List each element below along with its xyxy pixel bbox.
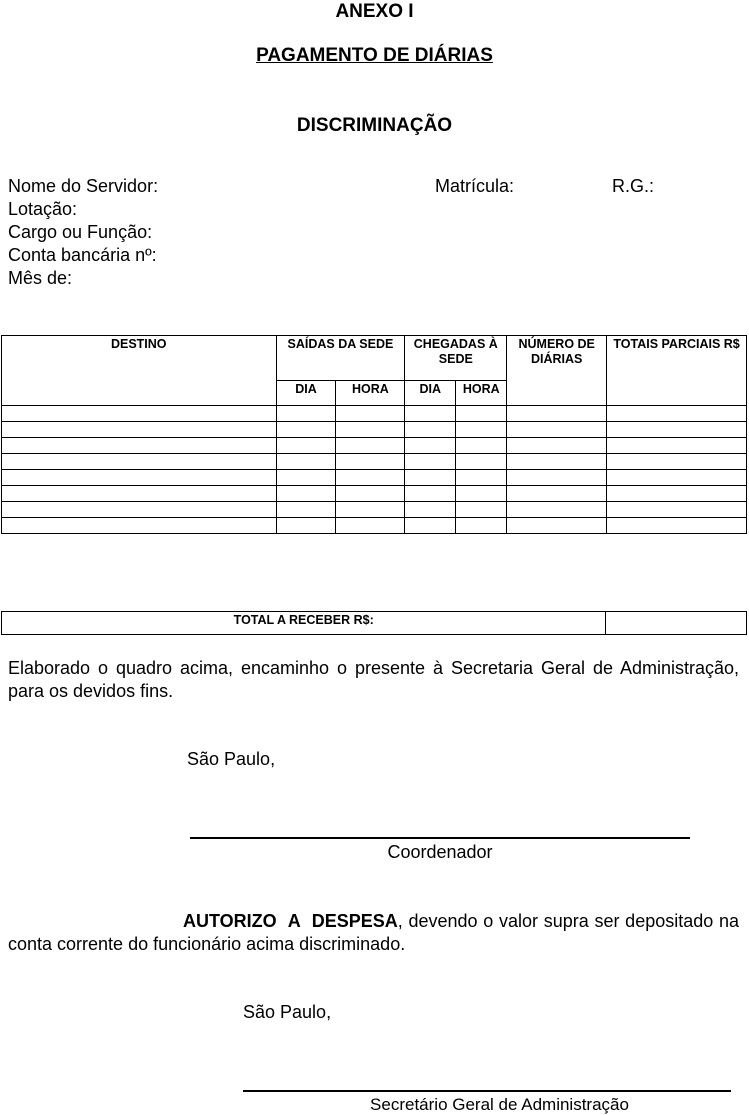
table-cell [336,454,405,470]
servidor-label: Nome do Servidor: [8,176,159,196]
header-numero-diarias: NÚMERO DE DIÁRIAS [507,336,607,406]
table-cell [405,470,456,486]
annex-title: ANEXO I [335,1,414,22]
table-cell [2,470,277,486]
table-cell [507,438,607,454]
table-row [2,454,747,470]
header-saidas: SAÍDAS DA SEDE [276,336,405,381]
table-cell [405,454,456,470]
table-cell [276,406,336,422]
table-cell [456,406,507,422]
autorizo-rest: , devendo o valor supra ser depositado na conta corrente do funcionário acima discriminado. [8,911,739,954]
table-cell [456,454,507,470]
signature-line-1 [190,837,690,839]
table-cell [276,454,336,470]
table-cell [336,422,405,438]
table-cell [607,406,747,422]
table-cell [336,486,405,502]
table-cell [276,422,336,438]
table-cell [2,422,277,438]
table-row [2,502,747,518]
table-cell [336,470,405,486]
table-cell [405,406,456,422]
conta-label: Conta bancária nº: [8,245,157,265]
lotacao-label: Lotação: [8,199,78,219]
table-cell [607,518,747,534]
autorizo-bold: AUTORIZO A DESPESA [183,911,398,931]
table-cell [607,470,747,486]
table-cell [607,438,747,454]
table-cell [607,502,747,518]
table-row [2,470,747,486]
mes-label: Mês de: [8,268,73,288]
table-cell [456,502,507,518]
table-cell [607,486,747,502]
paragraph-elaborado [8,657,739,703]
table-cell [607,454,747,470]
table-cell [336,438,405,454]
table-cell [276,486,336,502]
table-cell [607,422,747,438]
table-row [2,518,747,534]
table-cell [507,486,607,502]
table-cell [405,518,456,534]
header-chegadas: CHEGADAS À SEDE [405,336,507,381]
table-row [2,422,747,438]
table-row [2,486,747,502]
table-row [2,406,747,422]
page-title: PAGAMENTO DE DIÁRIAS [256,45,493,66]
diarias-table [1,335,747,534]
table-cell [276,470,336,486]
table-cell [276,518,336,534]
table-cell [507,502,607,518]
header-saida-hora: HORA [336,381,405,406]
table-body [2,406,747,534]
table-cell [456,518,507,534]
table-cell [2,454,277,470]
matricula-label: Matrícula: [435,176,515,196]
table-cell [405,502,456,518]
table-cell [405,486,456,502]
table-cell [507,422,607,438]
signature-secretario: Secretário Geral de Administração [370,1095,629,1114]
header-chegada-hora: HORA [456,381,507,406]
table-cell [456,438,507,454]
table-cell [507,406,607,422]
table-cell [2,502,277,518]
signature-coordenador: Coordenador [387,842,493,862]
table-cell [405,422,456,438]
total-label: TOTAL A RECEBER R$: [2,612,606,635]
table-cell [507,518,607,534]
signature-line-2 [243,1090,731,1092]
header-saida-dia: DIA [276,381,336,406]
table-cell [336,518,405,534]
total-table [1,611,747,635]
table-row [2,438,747,454]
table-cell [276,438,336,454]
paragraph-autorizo [8,910,739,956]
table-cell [336,406,405,422]
table-cell [507,470,607,486]
table-cell [456,470,507,486]
table-cell [507,454,607,470]
total-value-cell [606,612,747,635]
header-destino: DESTINO [2,336,277,406]
table-cell [456,486,507,502]
table-cell [2,406,277,422]
table-cell [336,502,405,518]
table-cell [2,438,277,454]
city-date-1: São Paulo, [187,749,276,769]
city-date-2: São Paulo, [243,1002,332,1022]
paragraph-elaborado-text: Elaborado o quadro acima, encaminho o presente à Secretaria Geral de Administração, para os devidos fins. [8,658,739,701]
table-cell [456,422,507,438]
table-cell [2,486,277,502]
table-cell [405,438,456,454]
table-cell [2,518,277,534]
header-chegada-dia: DIA [405,381,456,406]
cargo-label: Cargo ou Função: [8,222,153,242]
header-totais-parciais: TOTAIS PARCIAIS R$ [607,336,747,406]
rg-label: R.G.: [612,176,655,196]
table-cell [276,502,336,518]
section-title: DISCRIMINAÇÃO [296,115,453,136]
